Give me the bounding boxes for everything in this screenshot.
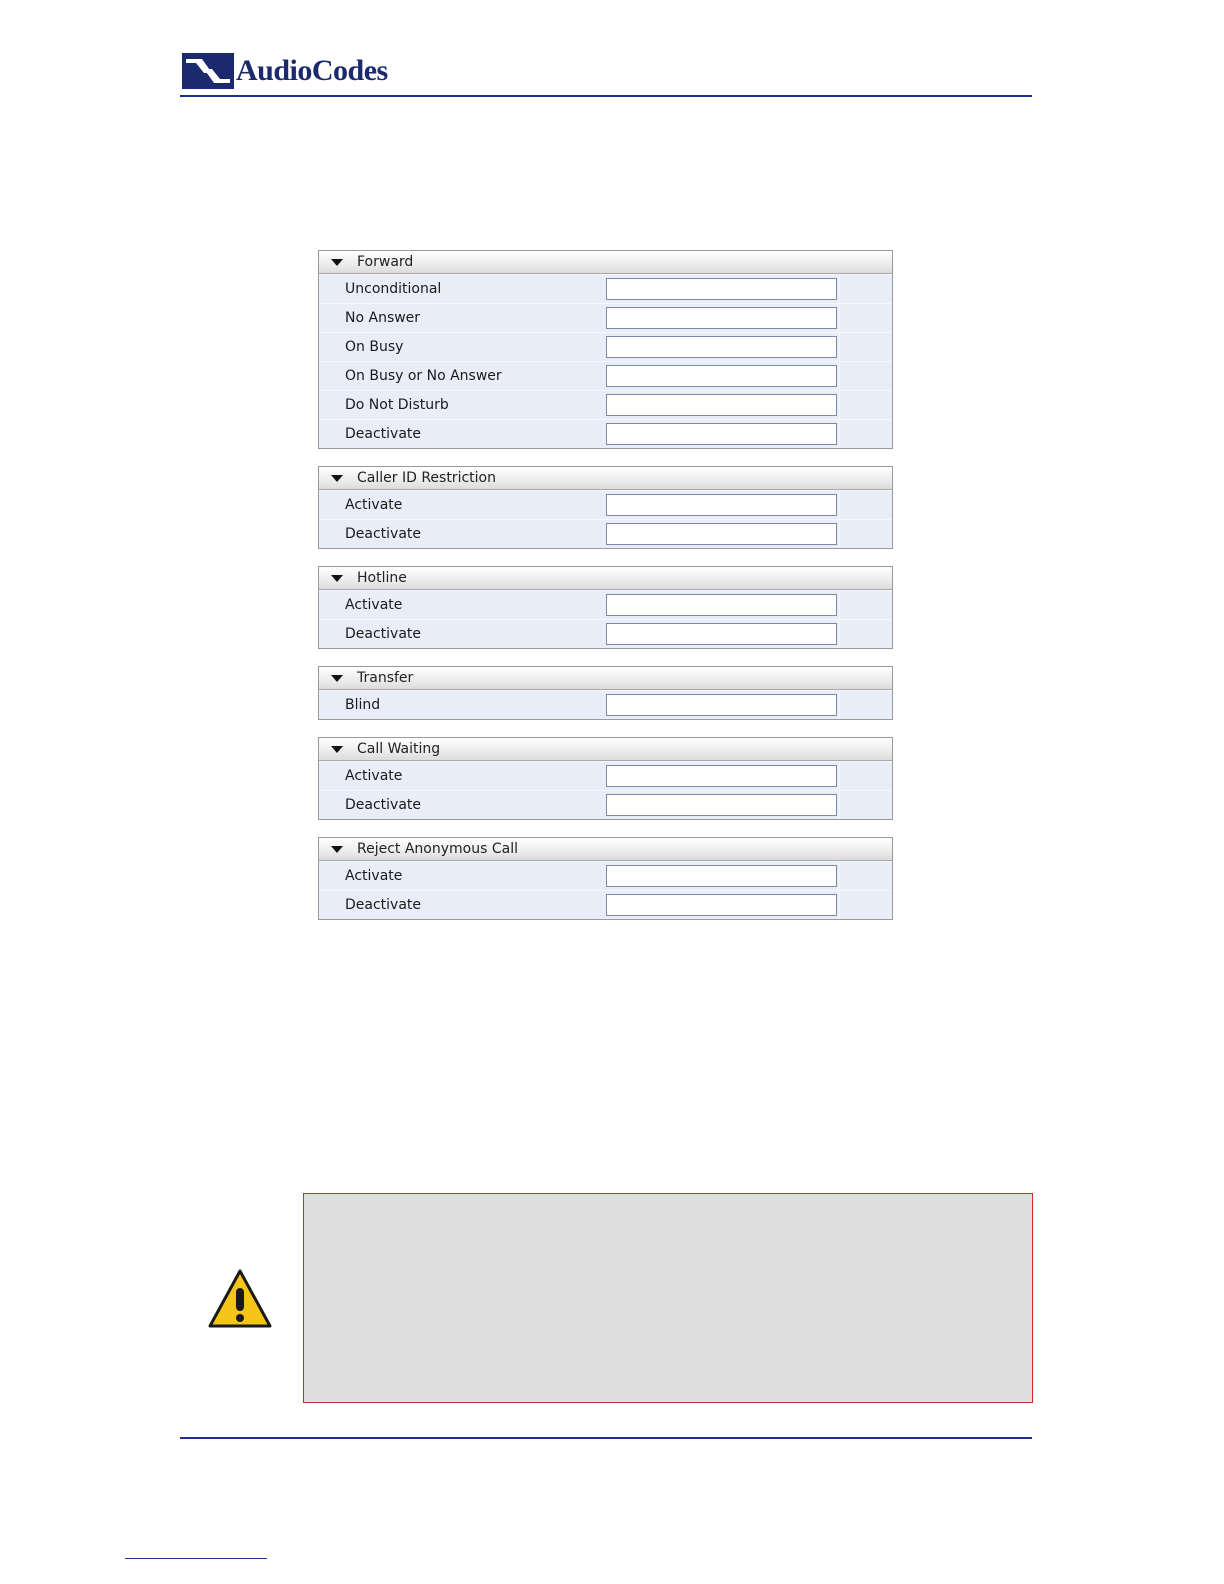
row-divider xyxy=(839,691,840,719)
form-row xyxy=(319,274,892,303)
form-row xyxy=(319,761,892,790)
code-input-deactivate[interactable] xyxy=(606,894,837,916)
row-divider xyxy=(839,891,840,919)
code-input-on-busy[interactable] xyxy=(606,336,837,358)
form-row xyxy=(319,790,892,819)
code-input-no-answer[interactable] xyxy=(606,307,837,329)
footer-rule xyxy=(180,1437,1032,1439)
section-forward xyxy=(318,250,893,449)
field-label: Deactivate xyxy=(345,626,422,642)
field-label: Activate xyxy=(345,768,403,784)
section-header[interactable] xyxy=(319,467,892,490)
row-divider xyxy=(839,620,840,648)
form-row xyxy=(319,861,892,890)
row-divider xyxy=(839,491,840,519)
form-row xyxy=(319,490,892,519)
code-input-activate[interactable] xyxy=(606,594,837,616)
code-input-activate[interactable] xyxy=(606,865,837,887)
form-row xyxy=(319,519,892,548)
section-header[interactable] xyxy=(319,567,892,590)
code-input-deactivate[interactable] xyxy=(606,623,837,645)
section-title: Transfer xyxy=(357,670,414,686)
code-input-deactivate[interactable] xyxy=(606,794,837,816)
section-header[interactable] xyxy=(319,738,892,761)
header-rule xyxy=(180,95,1032,97)
footnote-rule xyxy=(125,1558,267,1559)
form-row xyxy=(319,332,892,361)
section-hotline xyxy=(318,566,893,649)
row-divider xyxy=(839,791,840,819)
audiocodes-logo-mark xyxy=(182,51,234,91)
code-input-blind[interactable] xyxy=(606,694,837,716)
row-divider xyxy=(839,520,840,548)
section-reject-anonymous-call xyxy=(318,837,893,920)
row-divider xyxy=(839,862,840,890)
logo-text: AudioCodes xyxy=(236,54,388,87)
section-title: Forward xyxy=(357,254,414,270)
field-label: Activate xyxy=(345,497,403,513)
field-label: Deactivate xyxy=(345,897,422,913)
field-label: On Busy or No Answer xyxy=(345,368,502,384)
triangle-down-icon[interactable] xyxy=(331,475,343,482)
form-row xyxy=(319,419,892,448)
field-label: Blind xyxy=(345,697,381,713)
triangle-down-icon[interactable] xyxy=(331,259,343,266)
row-divider xyxy=(839,304,840,332)
supplementary-services-panel xyxy=(318,250,893,937)
field-label: Deactivate xyxy=(345,797,422,813)
row-divider xyxy=(839,391,840,419)
code-input-do-not-disturb[interactable] xyxy=(606,394,837,416)
field-label: On Busy xyxy=(345,339,404,355)
section-title: Caller ID Restriction xyxy=(357,470,496,486)
section-header[interactable] xyxy=(319,667,892,690)
row-divider xyxy=(839,333,840,361)
triangle-down-icon[interactable] xyxy=(331,846,343,853)
section-title: Call Waiting xyxy=(357,741,441,757)
section-header[interactable] xyxy=(319,251,892,274)
audiocodes-logo xyxy=(182,50,388,92)
section-title: Hotline xyxy=(357,570,407,586)
triangle-down-icon[interactable] xyxy=(331,746,343,753)
field-label: No Answer xyxy=(345,310,421,326)
section-header[interactable] xyxy=(319,838,892,861)
section-transfer xyxy=(318,666,893,720)
row-divider xyxy=(839,275,840,303)
field-label: Activate xyxy=(345,868,403,884)
row-divider xyxy=(839,591,840,619)
field-label: Activate xyxy=(345,597,403,613)
field-label: Deactivate xyxy=(345,426,422,442)
code-input-on-busy-or-no-answer[interactable] xyxy=(606,365,837,387)
triangle-down-icon[interactable] xyxy=(331,575,343,582)
code-input-unconditional[interactable] xyxy=(606,278,837,300)
form-row xyxy=(319,890,892,919)
field-label: Do Not Disturb xyxy=(345,397,449,413)
form-row xyxy=(319,361,892,390)
code-input-deactivate[interactable] xyxy=(606,523,837,545)
form-row xyxy=(319,690,892,719)
form-row xyxy=(319,303,892,332)
section-title: Reject Anonymous Call xyxy=(357,841,518,857)
row-divider xyxy=(839,362,840,390)
note-box xyxy=(303,1193,1033,1403)
code-input-deactivate[interactable] xyxy=(606,423,837,445)
row-divider xyxy=(839,420,840,448)
field-label: Deactivate xyxy=(345,526,422,542)
form-row xyxy=(319,590,892,619)
triangle-down-icon[interactable] xyxy=(331,675,343,682)
code-input-activate[interactable] xyxy=(606,765,837,787)
form-row xyxy=(319,619,892,648)
code-input-activate[interactable] xyxy=(606,494,837,516)
row-divider xyxy=(839,762,840,790)
section-call-waiting xyxy=(318,737,893,820)
warning-icon xyxy=(207,1268,273,1330)
form-row xyxy=(319,390,892,419)
field-label: Unconditional xyxy=(345,281,442,297)
section-caller-id-restriction xyxy=(318,466,893,549)
